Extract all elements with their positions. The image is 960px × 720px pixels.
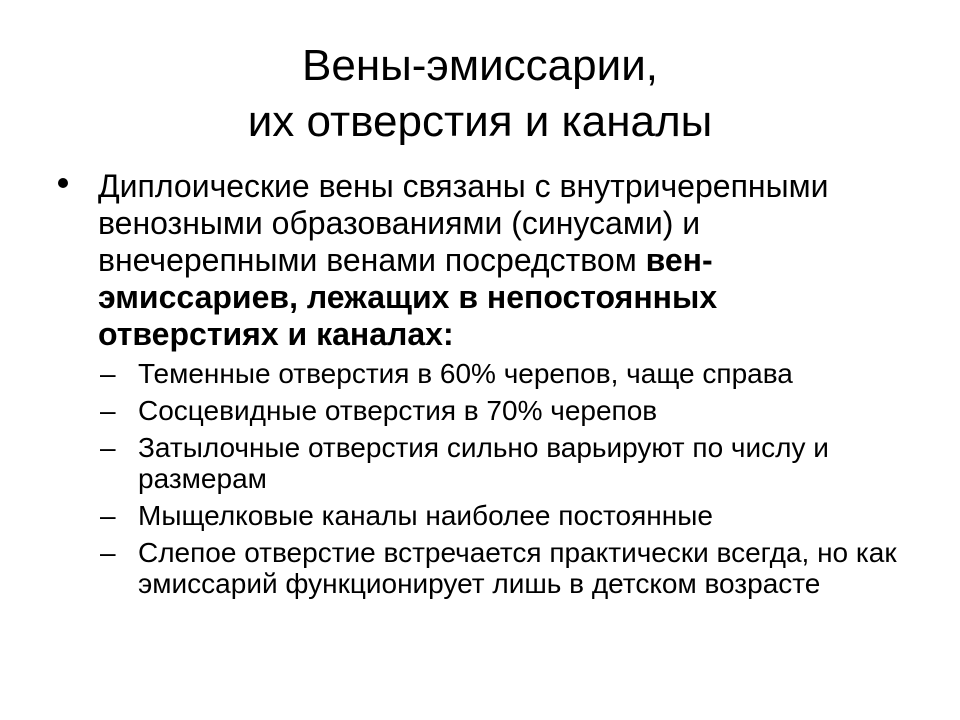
sub-bullet-item [100,432,900,494]
sub-bullet-item [100,358,900,389]
slide-title [0,38,960,150]
sub-bullet-item [100,500,900,531]
sub-bullet-text: Теменные отверстия в 60% черепов, чаще справа [138,358,793,389]
sub-bullet-item [100,395,900,426]
dash-icon: – [100,395,116,426]
sub-bullet-text: Слепое отверстие встречается практически всегда, но как эмиссарий функционирует лишь в детском возрасте [138,537,897,599]
main-bullet-bold-text: вен-эмиссариев, лежащих в непостоянных отверстиях и каналах: [98,242,718,352]
slide-title-line-2: их отверстия и каналы [247,97,713,146]
sub-bullet-item [100,537,900,599]
bullet-dot-icon [58,178,68,188]
main-bullet-plain-text: Диплоические вены связаны с внутричерепными венозными образованиями (синусами) и внечерепными венами посредством [98,168,829,278]
sub-bullet-text: Сосцевидные отверстия в 70% черепов [138,395,658,426]
dash-icon: – [100,537,116,568]
main-bullet-text [98,168,898,353]
sub-bullet-text: Мыщелковые каналы наиболее постоянные [138,500,713,531]
sub-bullet-text: Затылочные отверстия сильно варьируют по числу и размерам [138,432,829,494]
dash-icon: – [100,432,116,463]
dash-icon: – [100,358,116,389]
sub-bullet-list [100,358,900,605]
slide-title-line-1: Вены-эмиссарии, [302,41,658,90]
dash-icon: – [100,500,116,531]
